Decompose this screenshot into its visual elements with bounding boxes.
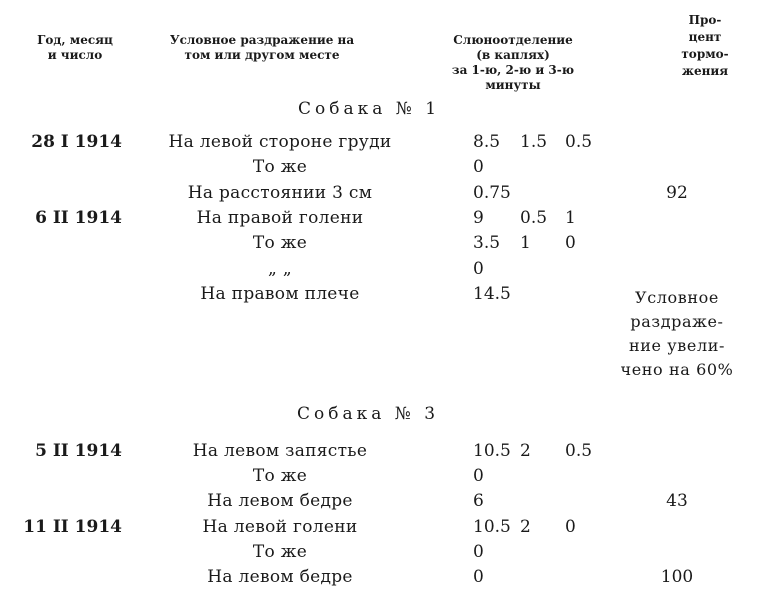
dog3-v1: 0 xyxy=(473,541,484,562)
dog3-v1: 10.5 xyxy=(473,516,511,537)
dog1-cond: То же xyxy=(252,233,308,254)
dog3-pct: 100 xyxy=(660,567,694,587)
note-line: чено на 60% xyxy=(620,360,734,379)
dog3-cond: На левом бедре xyxy=(207,491,353,512)
header-date-line: и число xyxy=(47,48,103,62)
header-stimulus-line: том или другом месте xyxy=(184,48,340,62)
dog1-v2: 0.5 xyxy=(520,207,548,228)
header-salivation xyxy=(428,33,598,93)
header-salivation-line: за 1-ю, 2-ю и 3-ю xyxy=(451,63,575,77)
dog1-v3: 0.5 xyxy=(565,132,593,152)
header-date xyxy=(20,33,130,63)
dog1-v1: 14.5 xyxy=(473,283,511,304)
dog1-v1: 0.75 xyxy=(473,182,511,203)
dog3-v1: 0 xyxy=(473,466,484,487)
header-salivation-line: Слюноотделение xyxy=(453,33,573,47)
dog1-v1: 0 xyxy=(473,157,484,178)
dog3-date: 5 II 1914 xyxy=(35,441,122,461)
dog1-v2: 1 xyxy=(520,233,531,254)
dog1-cond: На правой голени xyxy=(196,207,364,228)
dog1-note xyxy=(612,286,742,382)
dog1-v2: 1.5 xyxy=(520,132,548,152)
dog3-v3: 0.5 xyxy=(565,441,593,461)
dog1-v1: 3.5 xyxy=(473,233,501,254)
header-stimulus xyxy=(152,33,372,63)
dog1-date: 28 I 1914 xyxy=(31,132,122,152)
dog3-cond: На левой голени xyxy=(202,516,358,537)
dog1-v3: 0 xyxy=(565,233,576,254)
header-inhibition-line: тормо- xyxy=(681,47,729,61)
header-date-line: Год, месяц xyxy=(37,33,113,47)
dog3-cond: То же xyxy=(252,541,308,562)
section-title-dog1: Собака № 1 xyxy=(298,99,441,119)
header-inhibition-line: цент xyxy=(688,30,722,44)
dog3-v2: 2 xyxy=(520,441,531,461)
dog3-v1: 10.5 xyxy=(473,441,511,461)
header-inhibition xyxy=(665,12,745,80)
dog3-cond: На левом бедре xyxy=(207,567,353,587)
dog3-cond: То же xyxy=(252,466,308,487)
dog3-v2: 2 xyxy=(520,516,531,537)
section-title-dog3: Собака № 3 xyxy=(297,404,440,424)
dog3-pct: 43 xyxy=(666,491,688,512)
dog1-cond: На левой стороне груди xyxy=(168,132,392,152)
dog1-v1: 8.5 xyxy=(473,132,501,152)
dog3-cond: На левом запястье xyxy=(192,441,368,461)
dog1-pct: 92 xyxy=(666,182,688,203)
dog1-v1: 0 xyxy=(473,258,484,279)
dog3-v1: 6 xyxy=(473,491,484,512)
dog1-cond: На расстоянии 3 см xyxy=(187,182,373,203)
header-salivation-line: минуты xyxy=(485,78,541,92)
header-inhibition-line: Про- xyxy=(688,13,722,27)
dog3-date: 11 II 1914 xyxy=(23,516,122,537)
dog1-v3: 1 xyxy=(565,207,576,228)
header-inhibition-line: жения xyxy=(681,64,729,78)
dog1-cond: „ „ xyxy=(268,258,292,279)
dog1-cond: На правом плече xyxy=(200,283,360,304)
header-salivation-line: (в каплях) xyxy=(476,48,550,62)
dog3-v1: 0 xyxy=(473,567,484,587)
header-stimulus-line: Условное раздражение на xyxy=(169,33,355,47)
note-line: ние увели- xyxy=(628,336,725,355)
note-line: Условное xyxy=(635,288,719,307)
dog1-v1: 9 xyxy=(473,207,484,228)
dog3-v3: 0 xyxy=(565,516,576,537)
dog1-cond: То же xyxy=(252,157,308,178)
dog1-date: 6 II 1914 xyxy=(35,207,122,228)
note-line: раздраже- xyxy=(630,312,724,331)
